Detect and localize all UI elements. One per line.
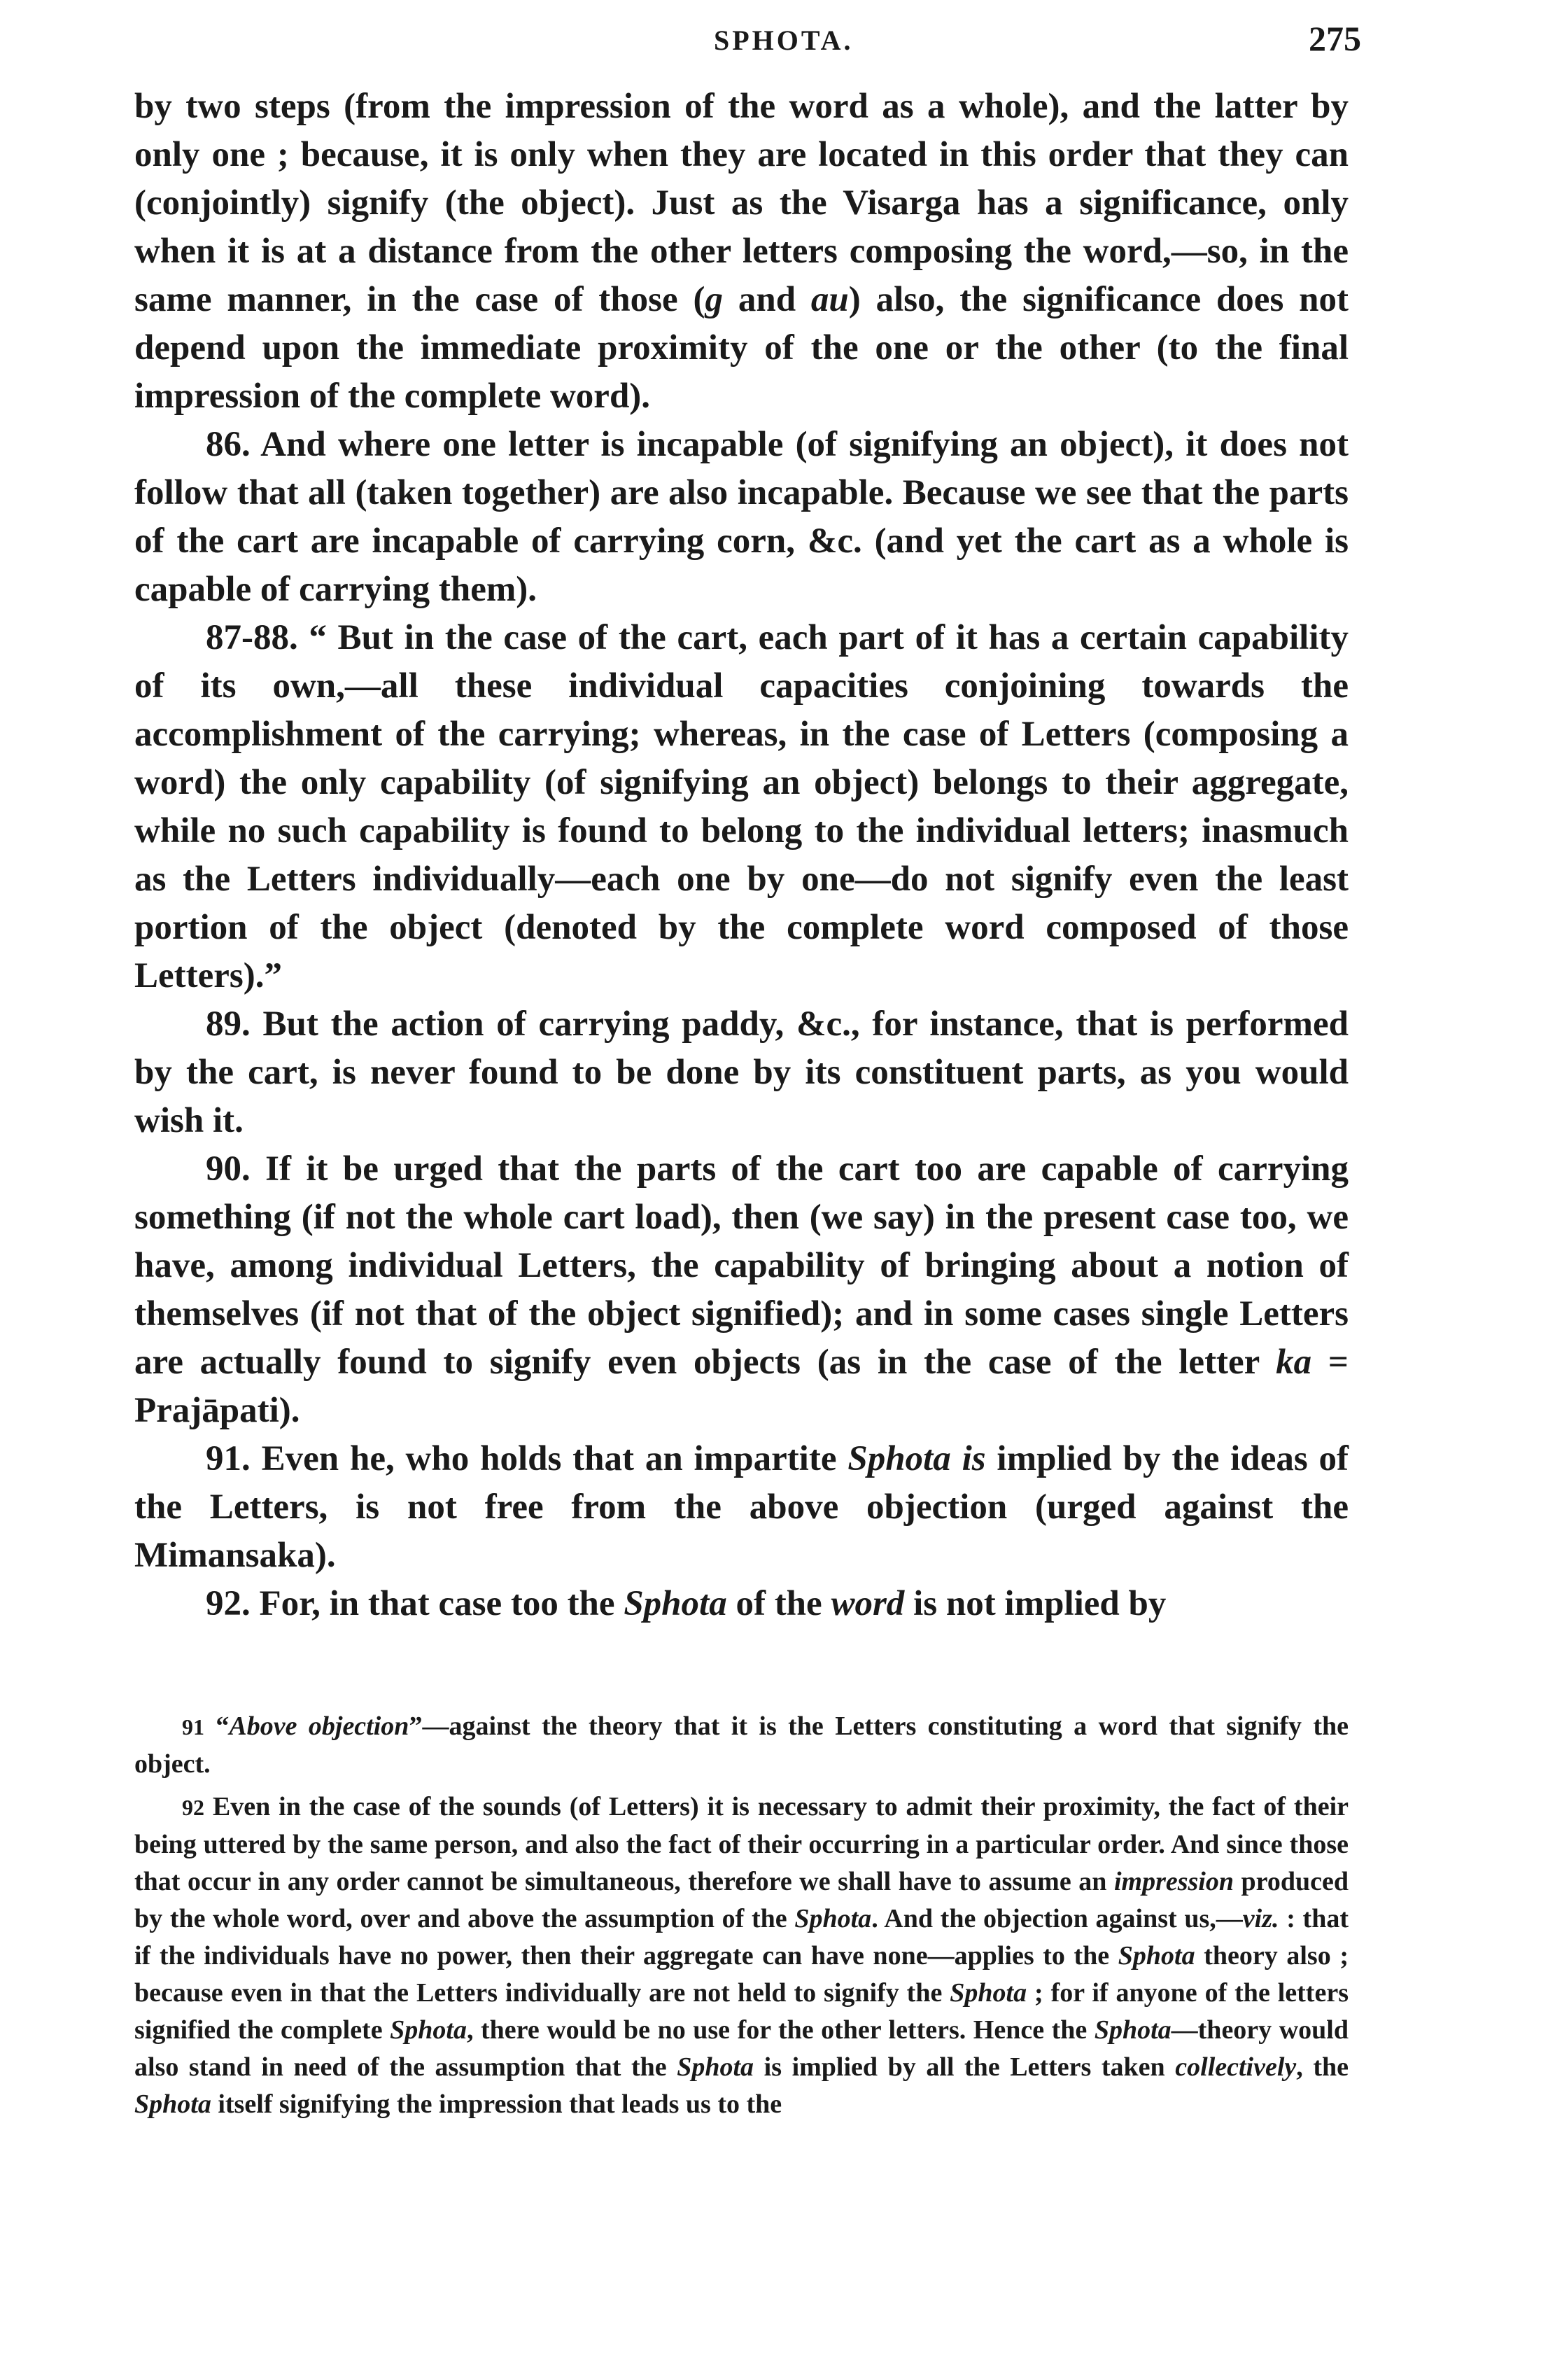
verse-89: 89. But the action of carrying paddy, &c., for instance, that is performed by the cart, is never found to be done by its constituent parts, as you would wish it. xyxy=(134,1004,1349,1140)
verse-90: 90. If it be urged that the parts of the cart too are capable of carrying something (if not the whole cart load), then (we say) in the present case too, we have, among individual Letters, the capability of bringing about a notion of themselves (if not that of the object signified); and in some cases single Letters are actually found to signify even objects (as in the case of the letter ka = Prajāpati). xyxy=(134,1149,1349,1430)
paragraph-continuation: by two steps (from the impression of the word as a whole), and the latter by only one ; because, it is only when they are located in this order that they can (conjointly) signify (the object). Just as the Visarga has a significance, only when it is at a distance from the other letters composing the word,—so, in the same manner, in the case of those (g and au) also, the significance does not depend upon the immediate proximity of the one or the other (to the final impression of the complete word). xyxy=(134,87,1349,416)
footnote-number: 91 xyxy=(182,1714,204,1740)
footnote-number: 92 xyxy=(182,1795,204,1820)
page-number: 275 xyxy=(1309,19,1361,58)
footnote-92: 92 Even in the case of the sounds (of Letters) it is necessary to admit their proximity, the fact of their being uttered by the same person, and also the fact of their occurring in a particular order. And since those that occur in any order cannot be simultaneous, therefore we shall have to assume an impression produced by the whole word, over and above the assumption of the Sphota. And the objection against us,—viz. : that if the individuals have no power, then their aggregate can have none—applies to the Sphota theory also ; because even in that the Letters individually are not held to signify the Sphota ; for if anyone of the letters signified the complete Sphota, there would be no use for the other letters. Hence the Sphota—theory would also stand in need of the assumption that the Sphota is implied by all the Letters taken collectively, the Sphota itself signifying the impression that leads us to the xyxy=(134,1792,1349,2119)
footnote-91: 91 “Above objection”—against the theory that it is the Letters constituting a word that signify the object. xyxy=(134,1712,1349,1779)
running-head: SPHOTA. xyxy=(714,24,854,56)
footnotes xyxy=(134,1708,1349,2129)
verse-92: 92. For, in that case too the Sphota of the word is not implied by xyxy=(206,1584,1167,1623)
verse-91: 91. Even he, who holds that an impartite Sphota is implied by the ideas of the Letters, is not free from the above objection (urged against the Mimansaka). xyxy=(134,1439,1349,1575)
main-text xyxy=(134,83,1349,1628)
verse-86: 86. And where one letter is incapable (of signifying an object), it does not follow that all (taken together) are also incapable. Because we see that the parts of the cart are incapable of carrying corn, &c. (and yet the cart as a whole is capable of carrying them). xyxy=(134,425,1349,609)
verse-87-88: 87-88. “ But in the case of the cart, each part of it has a certain capability of its own,—all these individual capacities conjoining towards the accomplishment of the carrying; whereas, in the case of Letters (composing a word) the only capability (of signifying an object) belongs to their aggregate, while no such capability is found to belong to the individual letters; inasmuch as the Letters individually—each one by one—do not signify even the least portion of the object (denoted by the complete word composed of those Letters).” xyxy=(134,618,1349,995)
